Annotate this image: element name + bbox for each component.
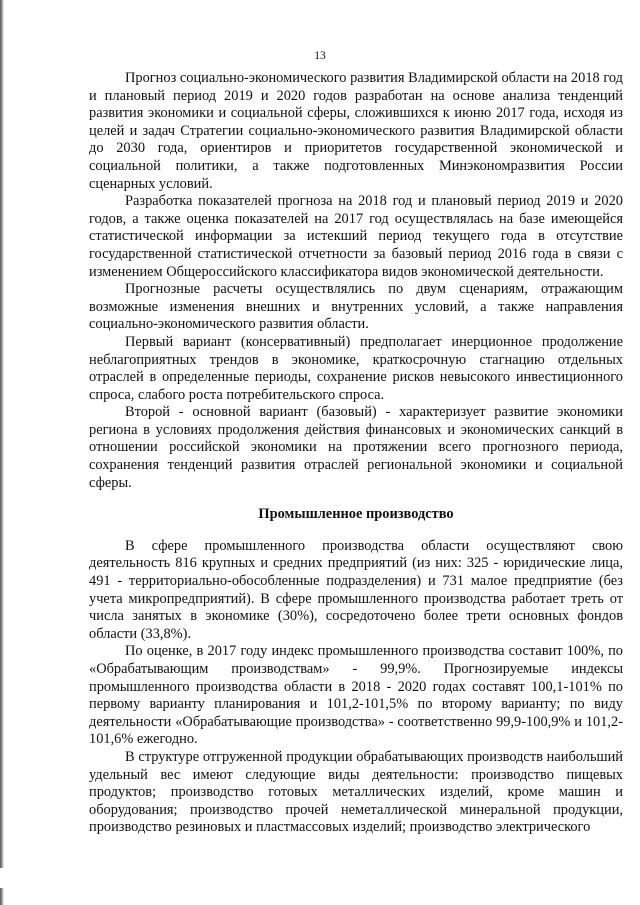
paragraph-conservative-variant: Первый вариант (консервативный) предполагает инерционное продолжение неблагоприятных трендов в экономике, краткосрочную стагнацию отдельных отраслей в определенные периоды, сохранение рисков невысокого инвестиционного спроса, слабого роста потребительского спроса. xyxy=(89,333,623,403)
paragraph-base-variant: Второй - основной вариант (базовый) - характеризует развитие экономики региона в условиях продолжения действия финансовых и экономических санкций в отношении российской экономики на протяжении всего прогнозного периода, сохранения тенденций развития отраслей региональной экономики и социальной сферы. xyxy=(89,404,623,491)
paragraph-industry-enterprises: В сфере промышленного производства области осуществляют свою деятельность 816 крупных и средних предприятий (из них: 325 - юридические лица, 491 - территориально-обособленные подразделения) и 731 малое предприятие (без учета микропредприятий). В сфере промышленного производства работает треть от числа занятых в экономике (30%), сосредоточено более трети основных фондов области (33,8%). xyxy=(89,537,623,642)
paragraph-scenarios: Прогнозные расчеты осуществлялись по двум сценариям, отражающим возможные изменения внешних и внутренних условий, а также направления социально-экономического развития области. xyxy=(89,281,623,333)
paragraph-forecast-basis: Прогноз социально-экономического развития Владимирской области на 2018 год и плановый период 2019 и 2020 годов разработан на основе анализа тенденций развития экономики и социальной сферы, сложившихся к июню 2017 года, исходя из целей и задач Стратегии социально-экономического развития Владимирской области до 2030 года, ориентиров и приоритетов государственной экономической и социальной политики, а также подготовленных Минэкономразвития России сценарных условий. xyxy=(89,70,623,192)
paragraph-production-index: По оценке, в 2017 году индекс промышленного производства составит 100%, по «Обрабатывающим производствам» - 99,9%. Прогнозируемые индексы промышленного производства области в 2018 - 2020 годах составят 100,1-101% по первому варианту планирования и 101,2-101,5% по второму варианту; по виду деятельности «Обрабатывающие производства» - соответственно 99,9-100,9% и 101,2-101,6% ежегодно. xyxy=(89,643,623,748)
page-number: 13 xyxy=(314,50,326,62)
paragraph-forecast-development: Разработка показателей прогноза на 2018 год и плановый период 2019 и 2020 годов, а также оценка показателей на 2017 год осуществлялась на базе имеющейся статистической информации за истекший период текущего года в отсутствие государственной статистической отчетности за базовый период 2016 года в связи с изменением Общероссийского классификатора видов экономической деятельности. xyxy=(89,193,623,280)
scan-edge-shadow xyxy=(0,0,4,905)
section-heading: Промышленное производство xyxy=(258,506,454,523)
document-body xyxy=(89,70,623,837)
scan-edge-gap xyxy=(0,868,12,888)
paragraph-manufacturing-structure: В структуре отгруженной продукции обрабатывающих производств наибольший удельный вес имеют следующие виды деятельности: производство пищевых продуктов; производство готовых металлических изделий, кроме машин и оборудования; производство прочей неметаллической минеральной продукции, производство резиновых и пластмассовых изделий; производство электрического xyxy=(89,748,623,836)
